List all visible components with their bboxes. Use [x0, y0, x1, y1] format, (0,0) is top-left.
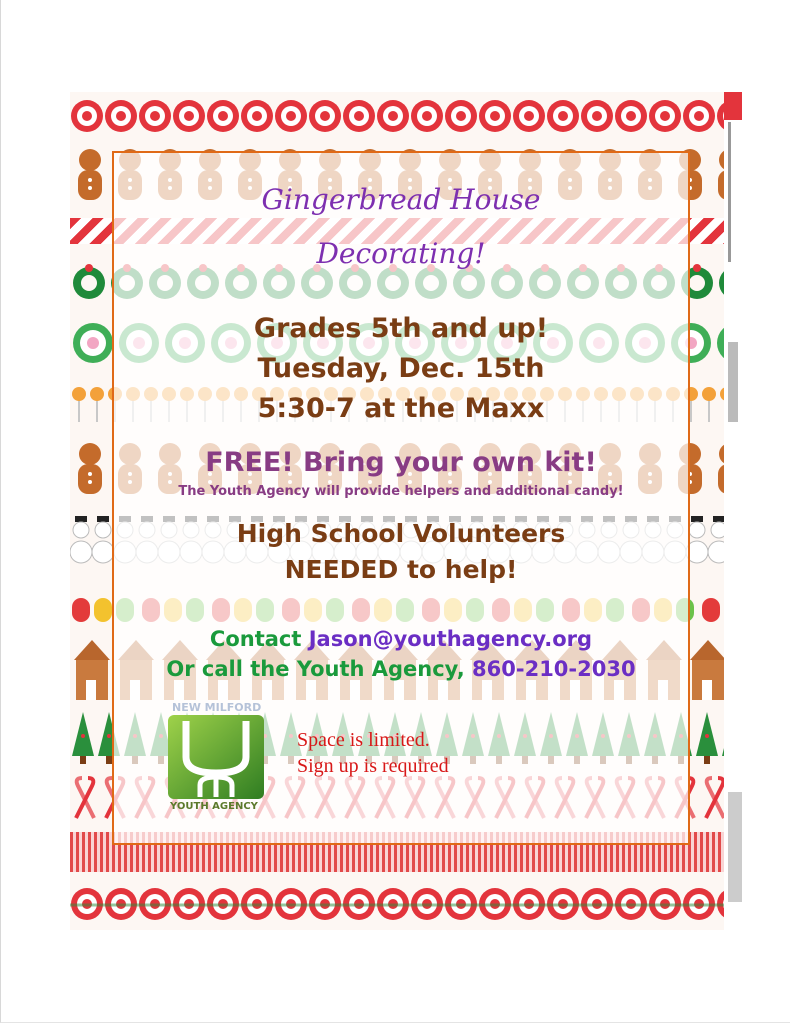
youth-agency-logo [166, 701, 266, 813]
event-title-line2: Decorating! [316, 237, 486, 270]
grades-line: Grades 5th and up! [253, 313, 549, 344]
volunteers-line1: High School Volunteers [236, 519, 566, 548]
call-phone[interactable]: 860-210-2030 [472, 657, 636, 681]
contact-email[interactable]: Jason@youthagency.org [308, 627, 593, 651]
free-heading: FREE! Bring your own kit! [205, 447, 597, 478]
flyer-frame [112, 151, 690, 845]
call-line [114, 657, 688, 681]
date-line: Tuesday, Dec. 15th [257, 353, 545, 384]
peppermint-row-top [70, 96, 724, 136]
contact-line [114, 627, 688, 651]
time-location-line: 5:30-7 at the Maxx [257, 393, 545, 424]
signup-required-note: Sign up is required [297, 755, 449, 777]
logo-bottom-text: YOUTH AGENCY [170, 801, 258, 812]
call-label: Or call the Youth Agency, [166, 657, 465, 681]
sheet-side-strip [724, 92, 744, 932]
free-subtext: The Youth Agency will provide helpers and additional candy! [178, 484, 624, 499]
logo-top-text: NEW MILFORD [172, 701, 262, 714]
volunteers-line2: NEEDED to help! [284, 555, 518, 584]
peppermint-row-bottom [70, 884, 724, 926]
contact-label: Contact [209, 627, 302, 651]
space-limited-note: Space is limited. [297, 729, 430, 751]
event-title-line1: Gingerbread House [261, 183, 541, 216]
